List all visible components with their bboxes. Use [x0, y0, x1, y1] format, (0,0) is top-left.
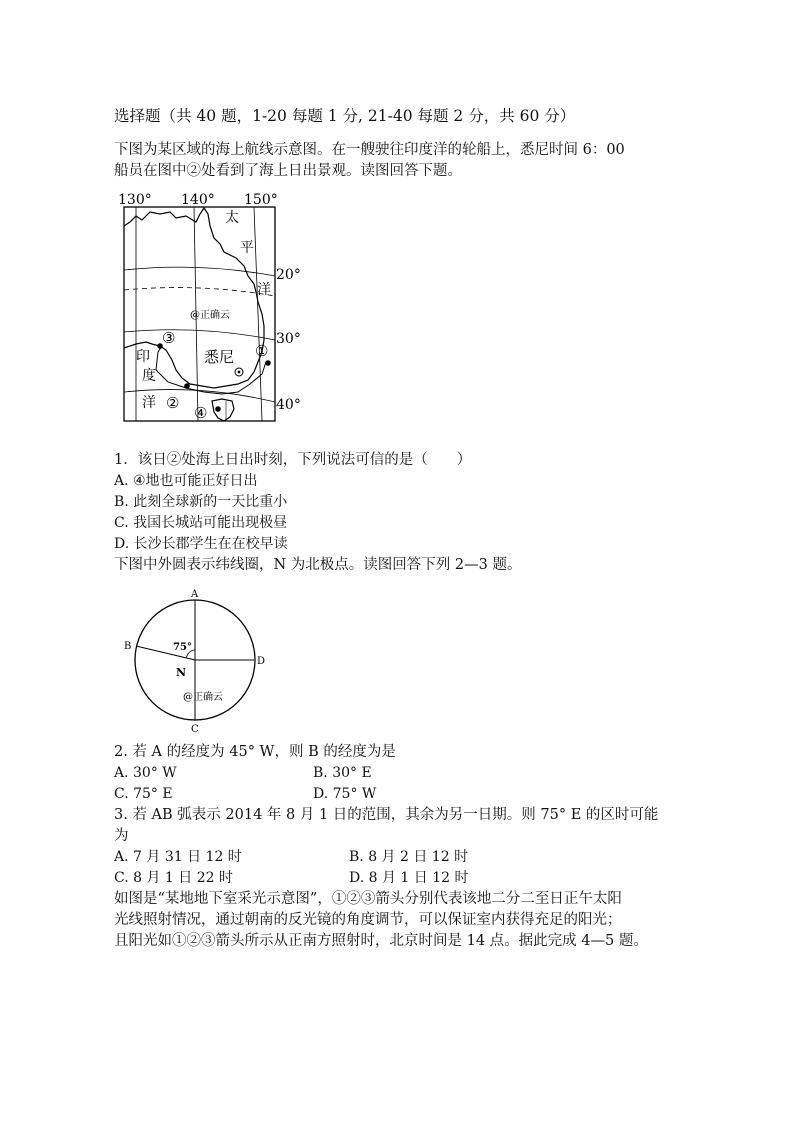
q1-option-b: B. 此刻全球新的一天比重小: [114, 494, 288, 510]
lon-140-label: 140°: [181, 192, 215, 208]
q1-option-c: C. 我国长城站可能出现极昼: [114, 515, 288, 531]
q3-stem-line-1: 3. 若 AB 弧表示 2014 年 8 月 1 日的范围，其余为另一日期。则 75° E 的区时可能: [114, 807, 659, 823]
q3-stem-line-2: 为: [114, 828, 129, 844]
q1-option-a: A. ④地也可能正好日出: [114, 473, 258, 489]
intro-1-line-2: 船员在图中②处看到了海上日出景观。读图回答下题。: [114, 163, 462, 179]
point-1-label: ①: [255, 342, 269, 360]
indian-char-3: 洋: [142, 395, 156, 411]
lat-30-label: 30°: [276, 331, 301, 347]
point-3-label: ③: [162, 329, 176, 347]
q3-option-c: C. 8 月 1 日 22 时: [114, 870, 233, 886]
lat-40-label: 40°: [276, 397, 301, 413]
tasmania: [212, 399, 234, 421]
q3-option-b: B. 8 月 2 日 12 时: [349, 849, 469, 865]
q2-stem: 2. 若 A 的经度为 45° W，则 B 的经度为是: [114, 744, 396, 760]
point-4-dot: [215, 406, 221, 412]
q3-option-a: A. 7 月 31 日 12 时: [114, 849, 242, 865]
lat-20-label: 20°: [276, 267, 301, 283]
intro-3-line-2: 光线照射情况，通过朝南的反光镜的角度调节，可以保证室内获得充足的阳光；: [114, 912, 622, 928]
intro-1-line-1: 下图为某区域的海上航线示意图。在一艘驶往印度洋的轮船上，悉尼时间 6：00: [114, 142, 625, 158]
pacific-char-2: 平: [240, 240, 254, 256]
q2-option-b: B. 30° E: [313, 765, 372, 781]
indian-char-1: 印: [136, 349, 150, 365]
intro-3-line-3: 且阳光如①②③箭头所示从正南方照射时，北京时间是 14 点。据此完成 4—5 题。: [114, 933, 648, 949]
sydney-label: 悉尼: [204, 348, 235, 366]
point-4-label: ④: [194, 404, 208, 422]
map-watermark: @正确云: [190, 310, 230, 321]
latitude-circle-figure: [124, 589, 265, 735]
lon-150-label: 150°: [244, 192, 278, 208]
parallel-30: [124, 330, 275, 340]
q2-option-c: C. 75° E: [114, 786, 173, 802]
intro-2: 下图中外圆表示纬线圈，N 为北极点。读图回答下列 2—3 题。: [114, 557, 522, 573]
pacific-char-3: 洋: [257, 282, 271, 298]
point-1-dot: [265, 360, 271, 366]
point-a-label: A: [191, 589, 199, 600]
meridian-150: [254, 207, 262, 421]
point-b-label: B: [124, 641, 132, 652]
q2-option-d: D. 75° W: [313, 786, 377, 802]
point-d-label: D: [257, 656, 266, 667]
point-2-dot: [184, 383, 190, 389]
section-header: 选择题（共 40 题，1-20 每题 1 分, 21-40 每题 2 分，共 60 分）: [114, 107, 576, 125]
q3-option-d: D. 8 月 1 日 12 时: [349, 870, 469, 886]
q2-option-a: A. 30° W: [114, 765, 177, 781]
lon-130-label: 130°: [118, 192, 152, 208]
intro-3-line-1: 如图是“某地地下室采光示意图”，①②③箭头分别代表该地二分二至日正午太阳: [114, 891, 622, 907]
q1-option-d: D. 长沙长郡学生在在校早读: [114, 536, 288, 552]
q1-stem: 1．该日②处海上日出时刻，下列说法可信的是（ ）: [114, 452, 472, 468]
point-2-label: ②: [166, 394, 180, 412]
north-pole-label: N: [176, 666, 187, 679]
pacific-char-1: 太: [225, 210, 239, 226]
circle-watermark: @正确云: [183, 692, 223, 703]
angle-label: 75°: [173, 642, 192, 653]
parallel-20: [124, 267, 275, 276]
point-c-label: C: [191, 724, 199, 735]
tropic-line: [124, 288, 275, 296]
indian-char-2: 度: [142, 368, 156, 384]
